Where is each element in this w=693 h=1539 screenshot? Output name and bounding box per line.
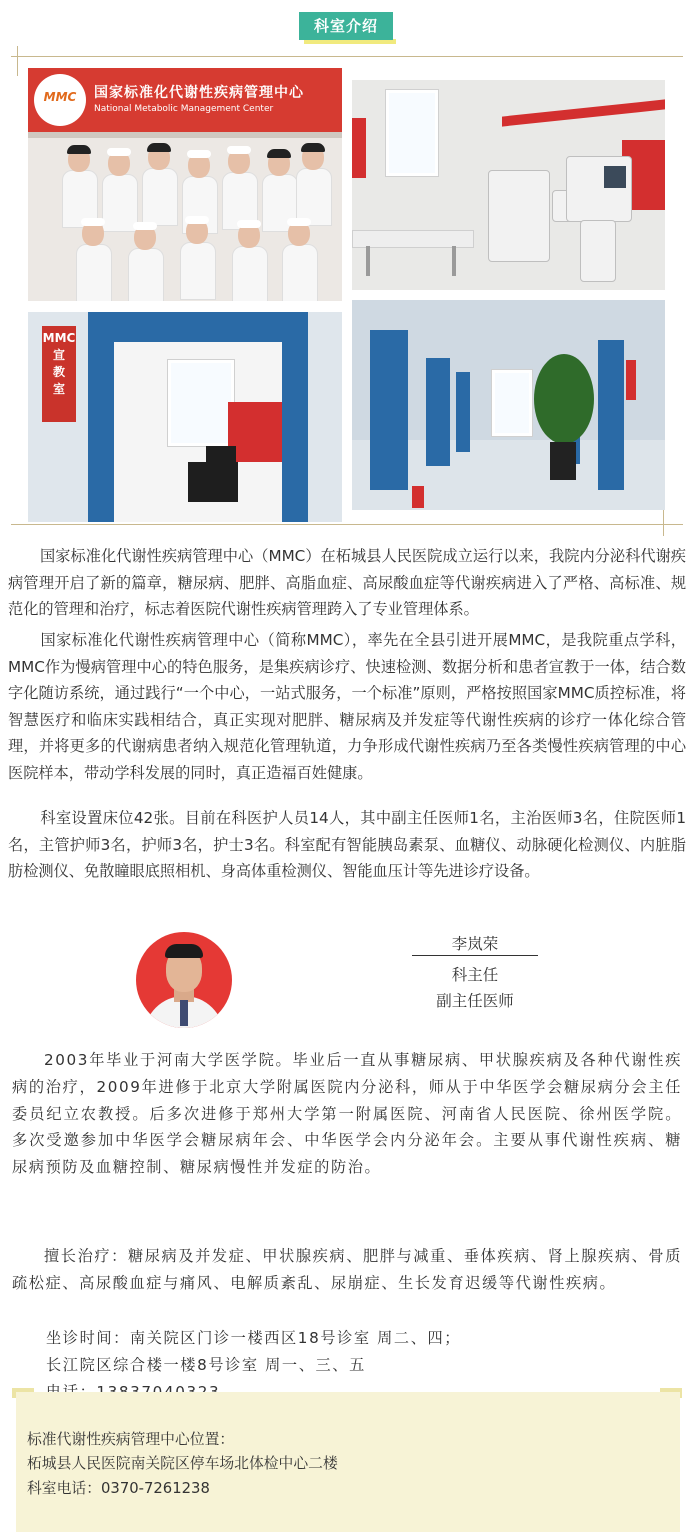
door [456,372,470,452]
bed-leg [366,246,370,276]
waiting-chairs [206,446,236,464]
sign-english-text: National Metabolic Management Center [94,104,274,114]
doctor-bio [12,1047,682,1181]
intro-paragraph-2 [8,627,686,786]
device-stand [580,220,616,282]
mmc-logo-text: MMC [43,90,77,104]
frame-corner [17,46,18,76]
intro-paragraph-3 [8,805,686,885]
window [492,370,532,436]
frame-line [11,56,683,57]
location-label: 标准代谢性疾病管理中心位置： [27,1431,235,1448]
intro-text-1: 国家标准化代谢性疾病管理中心（MMC）在柘城县人民医院成立运行以来，我院内分泌科代谢疾病管理开启了新的篇章，糖尿病、肥胖、高脂血症、高尿酸血症等代谢疾病进入了严格、高标准、规范化的管理和治疗，标志着医院代谢性疾病管理跨入了专业管理体系。 [8,547,686,618]
doctor-specialty-text: 擅长治疗：糖尿病及并发症、甲状腺疾病、肥胖与减重、垂体疾病、肾上腺疾病、骨质疏松症、高尿酸血症与痛风、电解质紊乱、尿崩症、生长发育迟缓等代谢性疾病。 [12,1247,682,1292]
doctor-specialty [12,1243,682,1297]
plant-pot [550,442,576,480]
name-divider [412,955,538,956]
corridor-photo [352,300,665,510]
schedule-line-1: 坐诊时间：南关院区门诊一楼西区18号诊室 周二、四； [46,1329,462,1347]
intro-text-3: 科室设置床位42张。目前在科医护人员14人，其中副主任医师1名，主治医师3名，住院医师1名，主管护师3名，护师3名，护士3名。科室配有智能胰岛素泵、血糖仪、动脉硬化检测仪、内脏脂肪检测仪、免散瞳眼底照相机、身高体重检测仪、智能血压计等先进诊疗设备。 [8,809,686,880]
department-phone: 科室电话：0370-7261238 [27,1480,210,1497]
medical-cart [488,170,550,262]
doctor-title-2: 副主任医师 [436,992,514,1010]
frame-corner [663,506,664,536]
door [426,358,450,466]
door [598,340,624,490]
wall-stripe [626,360,636,400]
center-sign [28,68,342,132]
room-plate: MMC 宣 教 室 [42,326,76,422]
section-title: 科室介绍 [299,12,393,40]
bed-leg [452,246,456,276]
sign-shadow [28,132,342,138]
sign-chinese-text: 国家标准化代谢性疾病管理中心 [94,85,304,101]
device-screen [604,166,626,188]
exam-room-photo [352,80,665,290]
wall-stripe [228,402,282,462]
doctor-bio-text: 2003年毕业于河南大学医学院。毕业后一直从事糖尿病、甲状腺疾病及各种代谢性疾病的治疗，2009年进修于北京大学附属医院内分泌科，师从于中华医学会糖尿病分会主任委员纪立农教授。后多次进修于郑州大学第一附属医院、河南省人民医院、徐州医学院。多次受邀参加中华医学会糖尿病年会、中华医学会内分泌年会。主要从事代谢性疾病、糖尿病预防及血糖控制、糖尿病慢性并发症的防治。 [12,1051,682,1177]
doctor-avatar [136,932,232,1028]
waiting-chairs [188,462,238,502]
staff-group-photo [28,68,342,301]
fire-extinguisher [412,486,424,508]
doctor-title-1: 科主任 [451,966,499,984]
intro-paragraph-1 [8,543,686,623]
potted-plant [534,354,594,444]
window [168,360,234,446]
door [370,330,408,490]
intro-text-2: 国家标准化代谢性疾病管理中心（简称MMC），率先在全县引进开展MMC，是我院重点学科，MMC作为慢病管理中心的特色服务，是集疾病诊疗、快速检测、数据分析和患者宣教于一体，结合数字化随访系统，通过践行“一个中心，一站式服务，一个标准”原则，严格按照国家MMC质控标准，将智慧医疗和临床实践相结合，真正实现对肥胖、糖尿病及并发症等代谢性疾病的诊疗一体化综合管理，并将更多的代谢病患者纳入规范化管理轨道，力争形成代谢性疾病乃至各类慢性疾病管理的中心医院样本，带动学科发展的同时，真正造福百姓健康。 [8,631,686,782]
mmc-logo-icon [34,74,86,126]
frame-line [11,524,683,525]
education-room-photo [28,312,342,522]
section-header [0,8,693,44]
location-address: 柘城县人民医院南关院区停车场北体检中心二楼 [27,1455,338,1472]
wall-stripe [352,118,366,178]
window [386,90,438,176]
schedule-line-2: 长江院区综合楼一楼8号诊室 周一、三、五 [46,1356,366,1374]
wall-stripe [502,99,665,126]
doctor-name: 李岚荣 [451,935,499,953]
